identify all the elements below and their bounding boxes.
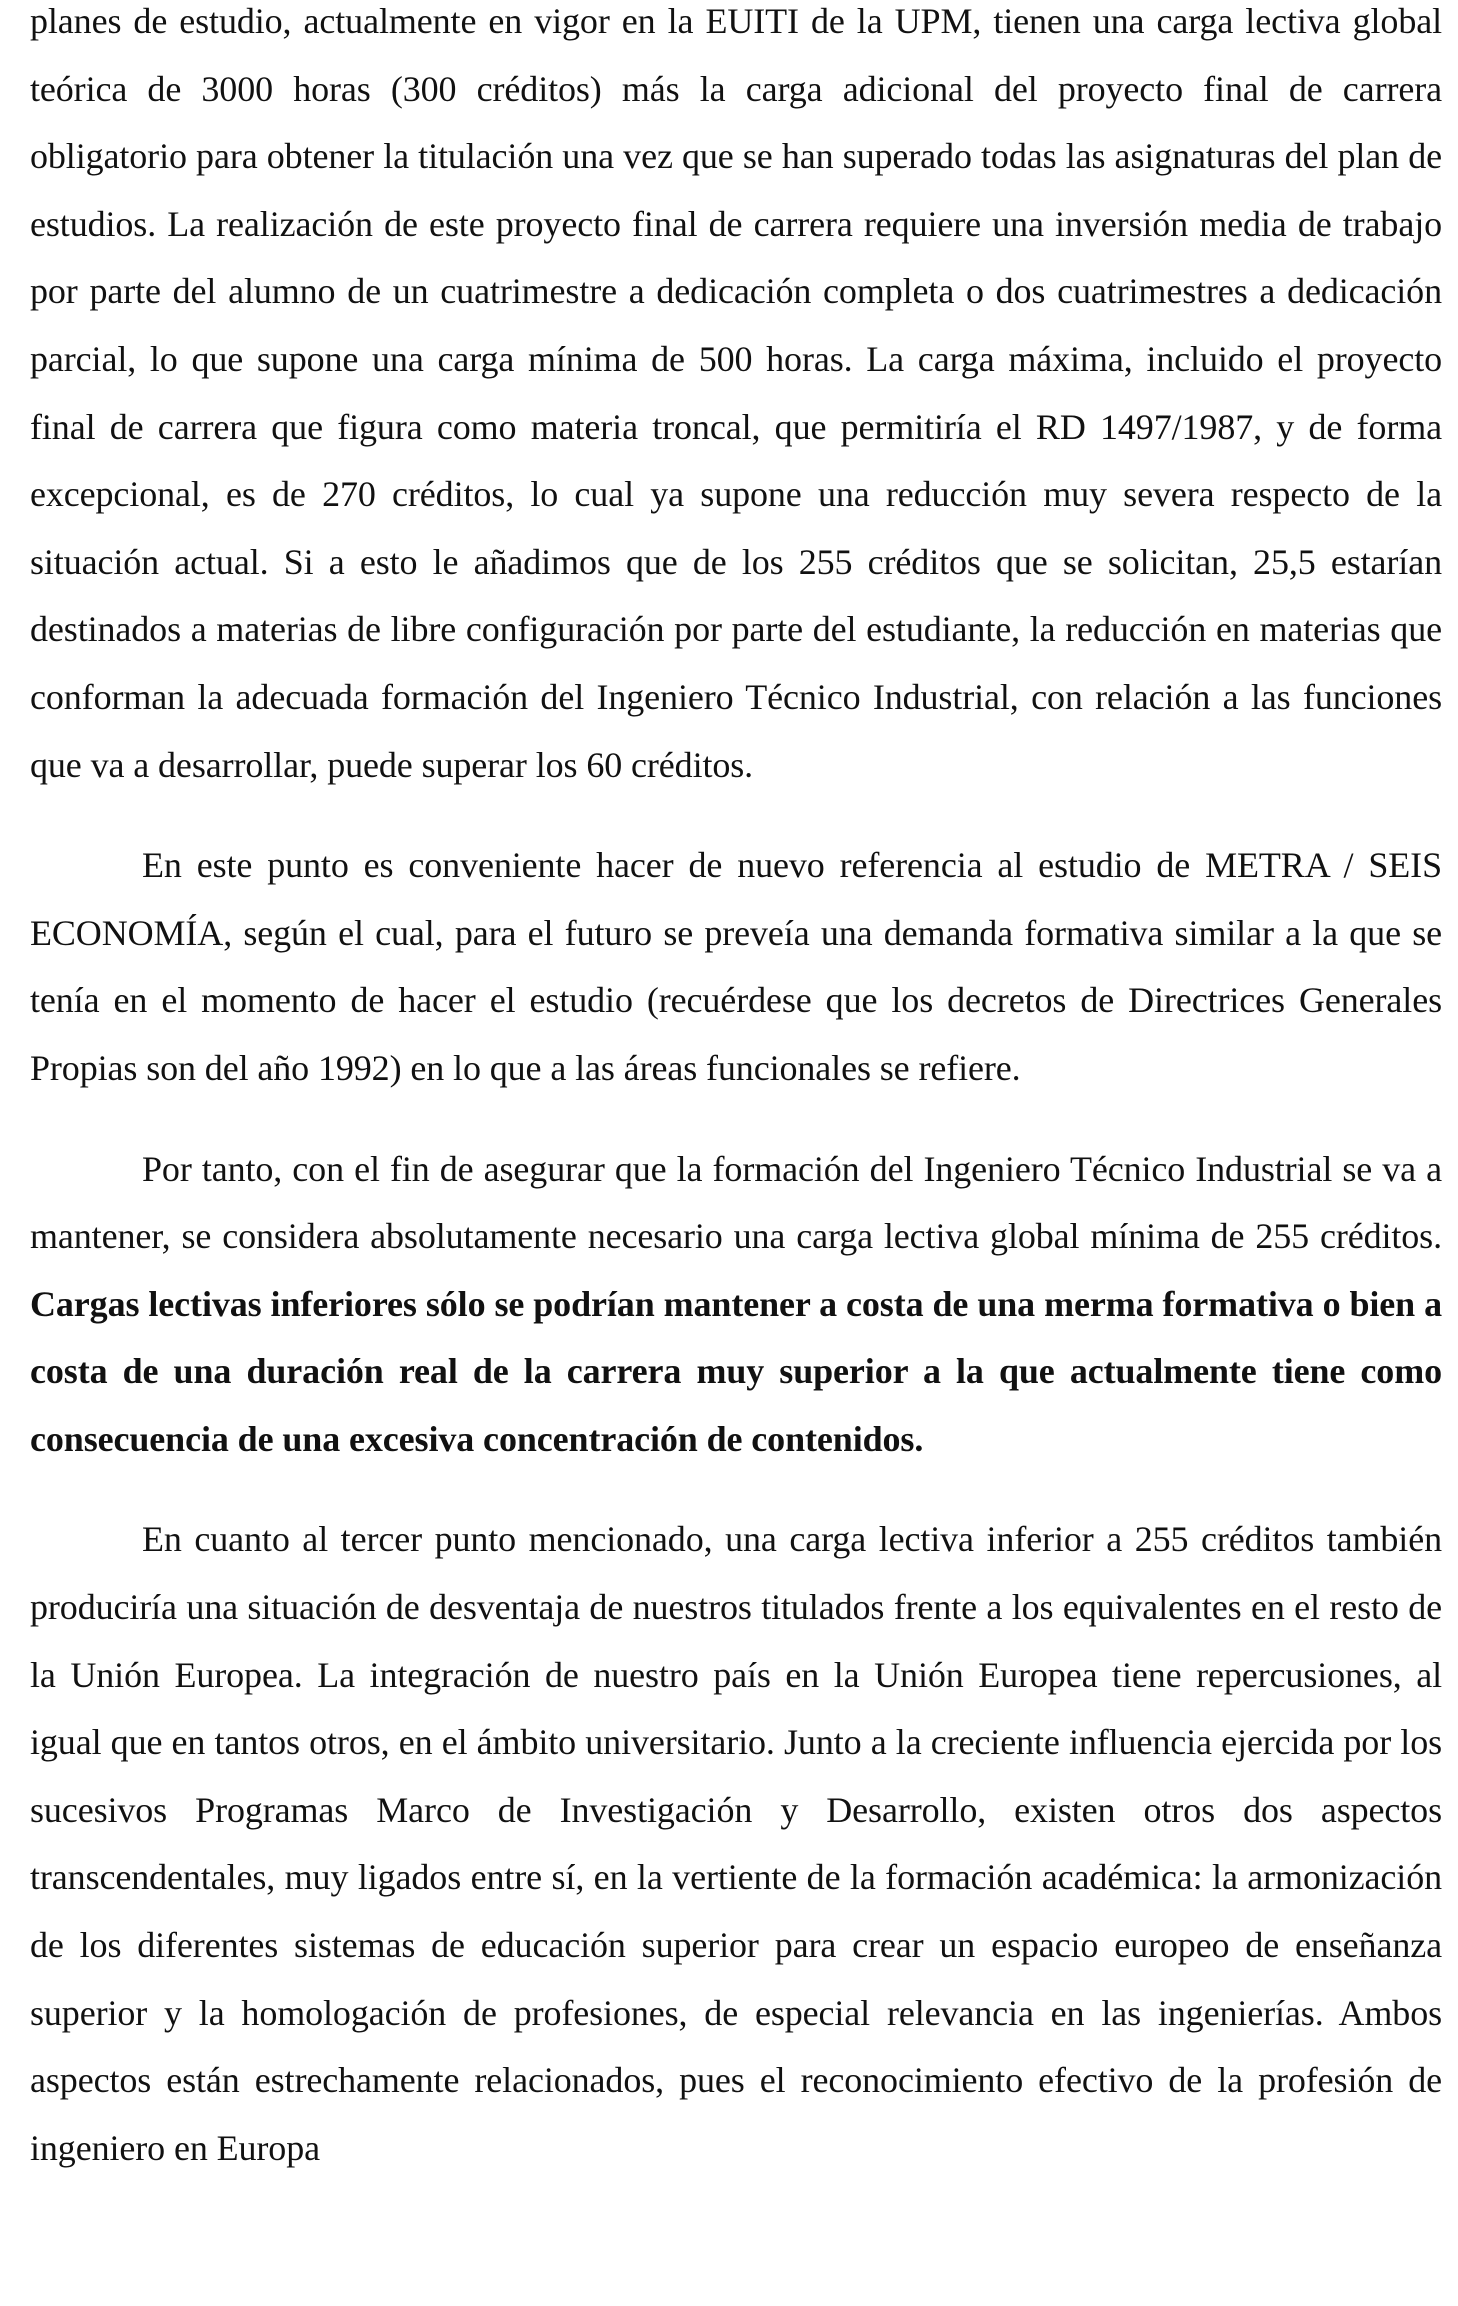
paragraph-3-bold-text: Cargas lectivas inferiores sólo se podrían mantener a costa de una merma formativa o bien a costa de una duración real de la carrera muy superior a la que actualmente tiene como consecuencia de una excesiva concentración de contenidos. [30,1283,1442,1459]
paragraph-2 [30,832,1442,1102]
paragraph-1-text: planes de estudio, actualmente en vigor en la EUITI de la UPM, tienen una carga lectiva global teórica de 3000 horas (300 créditos) más la carga adicional del proyecto final de carrera obligatorio para obtener la titulación una vez que se han superado todas las asignaturas del plan de estudios. La realización de este proyecto final de carrera requiere una inversión media de trabajo por parte del alumno de un cuatrimestre a dedicación completa o dos cuatrimestres a dedicación parcial, lo que supone una carga mínima de 500 horas. La carga máxima, incluido el proyecto final de carrera que figura como materia troncal, que permitiría el RD 1497/1987, y de forma excepcional, es de 270 créditos, lo cual ya supone una reducción muy severa respecto de la situación actual. Si a esto le añadimos que de los 255 créditos que se solicitan, 25,5 estarían destinados a materias de libre configuración por parte del estudiante, la reducción en materias que conforman la adecuada formación del Ingeniero Técnico Industrial, con relación a las funciones que va a desarrollar, puede superar los 60 créditos. [30,1,1442,785]
paragraph-3-text: Por tanto, con el fin de asegurar que la formación del Ingeniero Técnico Industrial se va a mantener, se considera absolutamente necesario una carga lectiva global mínima de 255 créditos. [30,1148,1442,1257]
paragraph-4-text: En cuanto al tercer punto mencionado, una carga lectiva inferior a 255 créditos también produciría una situación de desventaja de nuestros titulados frente a los equivalentes en el resto de la Unión Europea. La integración de nuestro país en la Unión Europea tiene repercusiones, al igual que en tantos otros, en el ámbito universitario. Junto a la creciente influencia ejercida por los sucesivos Programas Marco de Investigación y Desarrollo, existen otros dos aspectos transcendentales, muy ligados entre sí, en la vertiente de la formación académica: la armonización de los diferentes sistemas de educación superior para crear un espacio europeo de enseñanza superior y la homologación de profesiones, de especial relevancia en las ingenierías. Ambos aspectos están estrechamente relacionados, pues el reconocimiento efectivo de la profesión de ingeniero en Europa [30,1519,1442,2168]
document-body [30,0,1442,2182]
paragraph-2-text: En este punto es conveniente hacer de nuevo referencia al estudio de METRA / SEIS ECONOMÍA, según el cual, para el futuro se preveía una demanda formativa similar a la que se tenía en el momento de hacer el estudio (recuérdese que los decretos de Directrices Generales Propias son del año 1992) en lo que a las áreas funcionales se refiere. [30,845,1442,1088]
paragraph-1 [30,0,1442,799]
paragraph-3 [30,1136,1442,1474]
paragraph-4 [30,1506,1442,2182]
